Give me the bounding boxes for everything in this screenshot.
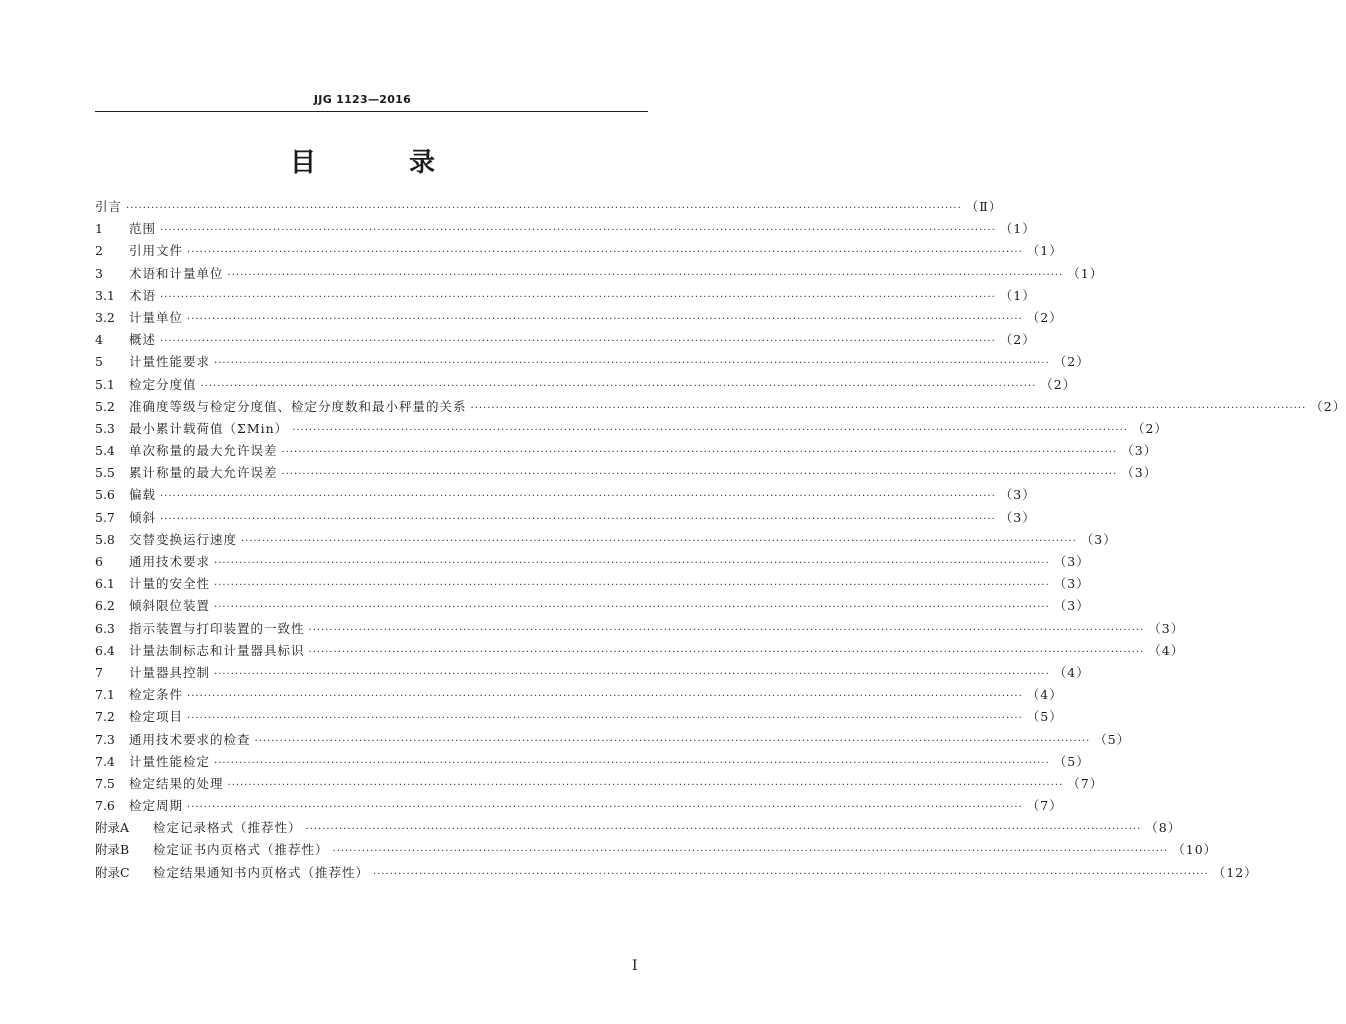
toc-entry-number: 3.2 [95,309,115,325]
toc-entry [95,241,1063,263]
toc-entry-label: 检定结果的处理 [129,775,224,791]
toc-dot-leader: ········································································································································································································ [187,313,1023,325]
toc-entry-label: 计量单位 [129,309,184,325]
toc-entry-label: 引言 [95,199,123,214]
toc-entry-page: （3） [999,487,1036,503]
toc-dot-leader: ········································································································································································································ [227,269,1064,281]
toc-entry-page: （1） [999,221,1036,237]
toc-entry-number: 5.6 [95,487,115,503]
toc-dot-leader: ········································································································································································································ [214,602,1050,614]
toc-entry [95,264,1104,286]
toc-entry-label: 计量的安全性 [129,576,211,592]
toc-dot-leader: ········································································································································································································ [187,713,1023,725]
header-divider [95,111,648,112]
toc-dot-leader: ········································································································································································································ [281,447,1118,459]
toc-entry [95,397,1346,419]
toc-entry-page: （5） [1026,709,1063,725]
toc-entry [95,596,1090,618]
toc-entry-number: 4 [95,332,103,348]
toc-entry-label: 交替变换运行速度 [129,531,238,547]
toc-entry [95,463,1158,485]
toc-dot-leader: ········································································································································································································ [227,779,1064,791]
toc-entry-label: 检定证书内页格式（推荐性） [153,842,329,858]
toc-dot-leader: ········································································································································································································ [126,203,962,214]
toc-entry-number: 6.3 [95,620,115,636]
toc-entry [95,685,1063,707]
toc-entry-number: 6 [95,554,103,569]
toc-entry [95,796,1063,818]
toc-entry-label: 计量器具控制 [129,664,211,680]
toc-entry-number: 5.4 [95,443,115,459]
toc-entry-number: 2 [95,243,103,259]
toc-entry-page: （1） [1067,265,1104,281]
toc-entry-number: 1 [95,221,103,237]
toc-entry-page: （2） [1131,420,1168,436]
toc-entry-number: 5.8 [95,531,115,547]
toc-entry-page: （3） [1053,576,1090,592]
toc-entry-label: 概述 [129,332,157,348]
toc-entry-number: 7.4 [95,753,115,769]
toc-entry [95,375,1077,397]
toc-entry-number: 3.1 [95,287,115,303]
toc-entry-number: 5 [95,354,103,370]
toc-dot-leader: ········································································································································································································ [160,513,996,525]
toc-entry-label: 检定结果通知书内页格式（推荐性） [153,864,370,880]
toc-entry-number: 5.7 [95,509,115,525]
toc-dot-leader: ········································································································································································································ [373,868,1209,880]
toc-entry-label: 累计称量的最大允许误差 [129,465,278,481]
toc-entry-page: （2） [1310,398,1346,414]
toc-entry [95,840,1218,862]
toc-entry [95,574,1090,596]
toc-entry-label: 最小累计载荷值（ΣMin） [129,420,289,436]
toc-entry [95,774,1104,796]
toc-entry-label: 引用文件 [129,243,184,259]
toc-entry-page: （5） [1053,753,1090,769]
toc-dot-leader: ········································································································································································································ [160,291,996,303]
table-of-contents [95,197,1346,885]
toc-entry-label: 通用技术要求 [129,554,211,569]
toc-entry-label: 计量性能检定 [129,753,211,769]
toc-entry-label: 计量性能要求 [129,354,211,370]
toc-entry-page: （3） [1080,531,1117,547]
toc-entry-number: 7.6 [95,798,115,814]
toc-entry-page: （2） [1053,354,1090,370]
toc-entry [95,441,1158,463]
toc-entry-number: 5.5 [95,465,115,481]
toc-entry-page: （3） [1121,465,1158,481]
toc-entry [95,308,1063,330]
toc-entry-label: 范围 [129,221,157,237]
toc-entry-number: 附录C [95,864,130,880]
page-title: 目 录 [289,148,478,178]
toc-entry-page: （3） [1053,598,1090,614]
toc-entry-label: 倾斜 [129,509,157,525]
toc-entry-page: （7） [1067,775,1104,791]
toc-entry-number: 7.1 [95,687,115,703]
toc-entry-page: （4） [1148,642,1185,658]
toc-dot-leader: ········································································································································································································ [308,624,1145,636]
toc-dot-leader: ········································································································································································································ [332,846,1169,858]
toc-entry [95,286,1036,308]
toc-dot-leader: ········································································································································································································ [292,424,1128,436]
toc-entry-number: 3 [95,265,103,281]
toc-entry-number: 5.2 [95,398,115,414]
toc-entry [95,419,1168,441]
toc-entry-page: （8） [1145,820,1182,836]
toc-entry [95,530,1117,552]
toc-entry-page: （3） [1148,620,1185,636]
toc-entry-label: 通用技术要求的检查 [129,731,251,747]
toc-entry-number: 7.3 [95,731,115,747]
toc-dot-leader: ········································································································································································································ [187,247,1023,259]
toc-dot-leader: ········································································································································································································ [200,380,1037,392]
page-number: Ⅰ [632,958,638,974]
toc-entry-number: 5.1 [95,376,115,392]
toc-entry-label: 检定条件 [129,687,184,703]
toc-entry-page: （2） [1026,309,1063,325]
toc-dot-leader: ········································································································································································································ [214,558,1050,569]
toc-entry-page: （12） [1212,864,1258,880]
toc-entry-number: 附录B [95,842,130,858]
toc-dot-leader: ········································································································································································································ [160,225,996,237]
toc-entry-number: 7.5 [95,775,115,791]
toc-entry-label: 检定项目 [129,709,184,725]
toc-entry-page: （2） [999,332,1036,348]
toc-entry-label: 准确度等级与检定分度值、检定分度数和最小秤量的关系 [129,398,467,414]
toc-dot-leader: ········································································································································································································ [214,668,1050,680]
toc-entry-label: 计量法制标志和计量器具标识 [129,642,305,658]
toc-entry-page: （2） [1040,376,1077,392]
toc-entry [95,818,1182,840]
toc-dot-leader: ········································································································································································································ [241,535,1077,547]
toc-entry [95,619,1185,641]
standard-code: JJG 1123—2016 [313,93,412,106]
toc-entry [95,330,1036,352]
toc-entry-label: 术语 [129,287,157,303]
toc-dot-leader: ········································································································································································································ [305,824,1142,836]
toc-entry-label: 单次称量的最大允许误差 [129,443,278,459]
toc-dot-leader: ········································································································································································································ [281,469,1118,481]
toc-entry-number: 6.1 [95,576,115,592]
toc-entry [95,508,1036,530]
toc-entry [95,730,1131,752]
toc-dot-leader: ········································································································································································································ [308,646,1145,658]
toc-dot-leader: ········································································································································································································ [160,491,996,503]
toc-entry [95,352,1090,374]
toc-entry-page: （4） [1053,664,1090,680]
toc-entry [95,641,1185,663]
toc-dot-leader: ········································································································································································································ [214,757,1050,769]
toc-entry-page: （7） [1026,798,1063,814]
toc-dot-leader: ········································································································································································································ [214,580,1050,592]
toc-entry-label: 检定周期 [129,798,184,814]
toc-entry-number: 附录A [95,820,130,836]
toc-entry-page: （5） [1094,731,1131,747]
toc-entry-label: 术语和计量单位 [129,265,224,281]
toc-entry [95,552,1090,574]
toc-entry-page: （1） [999,287,1036,303]
toc-entry [95,863,1258,885]
toc-entry-page: （Ⅱ） [965,199,1003,214]
toc-dot-leader: ········································································································································································································ [254,735,1091,747]
toc-entry [95,752,1090,774]
toc-dot-leader: ········································································································································································································ [187,691,1023,703]
toc-entry-number: 7.2 [95,709,115,725]
toc-entry-page: （3） [999,509,1036,525]
toc-dot-leader: ········································································································································································································ [160,336,996,348]
toc-entry-number: 6.2 [95,598,115,614]
toc-entry-label: 倾斜限位装置 [129,598,211,614]
toc-entry-label: 偏载 [129,487,157,503]
toc-entry [95,485,1036,507]
toc-entry [95,663,1090,685]
toc-entry-number: 7 [95,664,103,680]
toc-entry-page: （3） [1053,554,1090,569]
toc-entry [95,707,1063,729]
toc-entry [95,197,1003,219]
toc-dot-leader: ········································································································································································································ [187,802,1023,814]
toc-entry-page: （1） [1026,243,1063,259]
toc-entry-number: 5.3 [95,420,115,436]
toc-entry-page: （4） [1026,687,1063,703]
toc-dot-leader: ········································································································································································································ [214,358,1050,370]
toc-entry-label: 指示装置与打印装置的一致性 [129,620,305,636]
toc-entry-page: （10） [1172,842,1218,858]
toc-entry [95,219,1036,241]
toc-entry-number: 6.4 [95,642,115,658]
toc-entry-label: 检定分度值 [129,376,197,392]
toc-dot-leader: ········································································································································································································ [470,402,1307,414]
toc-entry-page: （3） [1121,443,1158,459]
toc-entry-label: 检定记录格式（推荐性） [153,820,302,836]
